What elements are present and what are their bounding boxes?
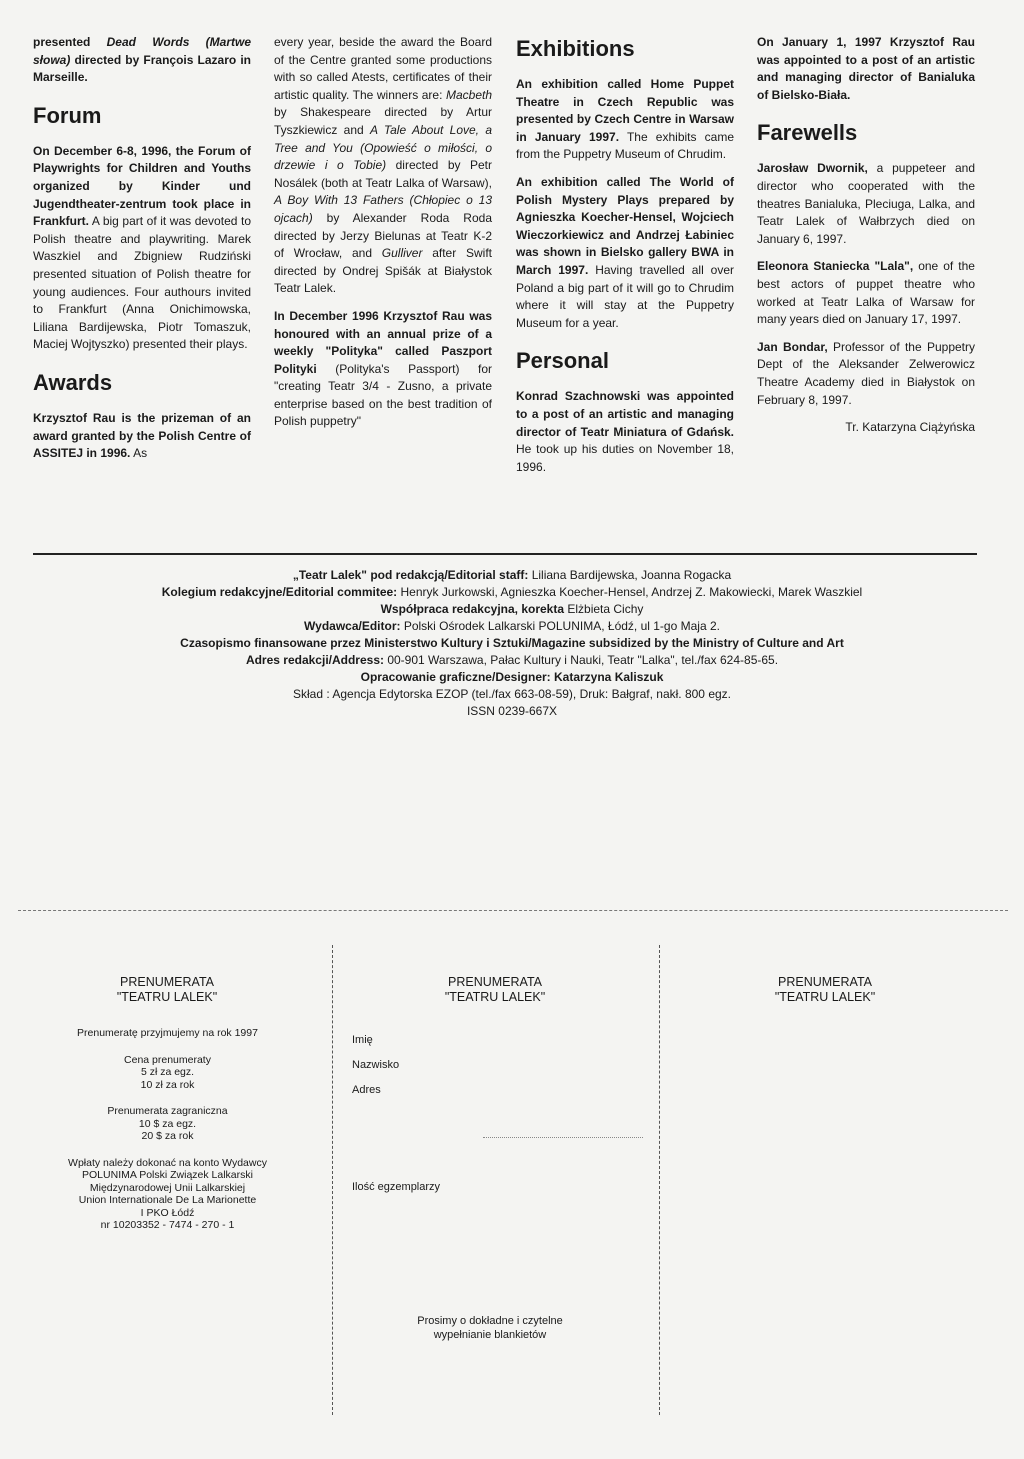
exhibition-2-paragraph: An exhibition called The World of Polish Mystery Plays prepared by Agnieszka Koecher-Hensel, Wojciech Wieczorkiewicz and Andrzej Łabiniec was shown in Bielsko gallery BWA in March 1997. Having travelled all over Poland a big part of it will go to Chrudim where it will stay at the Puppetry Museum for a year. (516, 174, 734, 330)
column-2 (274, 34, 492, 441)
awards-paragraph: Krzysztof Rau is the prizeman of an award granted by the Polish Centre of ASSITEJ in 1996. As (33, 410, 251, 461)
column-4 (757, 34, 975, 447)
farewell-1: Jarosław Dwornik, a puppeteer and director who cooperated with the theatres Banialuka, Pleciuga, Lalka, and Teatr Lalek of Wałbrzych died on January 6, 1997. (757, 161, 975, 246)
banialuka-paragraph: On January 1, 1997 Krzysztof Rau was appointed to a post of an artistic and managing director of Banialuka of Bielsko-Biała. (757, 35, 975, 102)
form-heading: PRENUMERATA "TEATRU LALEK" (116, 975, 218, 1004)
awards-heading: Awards (33, 369, 113, 395)
issn-line: ISSN 0239-667X (466, 704, 558, 718)
surname-field[interactable]: Nazwisko (352, 1059, 400, 1071)
staff-line: Adres redakcji/Address: 00-901 Warszawa, Pałac Kultury i Nauki, Teatr "Lalka", tel./fax 624-85-65. (245, 653, 779, 667)
foreign-subscription-price: Prenumerata zagraniczna 10 $ za egz. 20 $ za rok (107, 1105, 228, 1142)
translator-credit: Tr. Katarzyna Ciążyńska (845, 420, 975, 435)
payment-account: Wpłaty należy dokonać na konto Wydawcy POLUNIMA Polski Związek Lalkarski Międzynarodowej Unii Lalkarskiej Union Internationale De La Marionette I PKO Łódź nr 10203352 - 7474 - 270 - 1 (68, 1156, 267, 1231)
staff-line: Czasopismo finansowane przez Ministerstwo Kultury i Sztuki/Magazine subsidized by the Ministry of Culture and Art (180, 636, 844, 650)
address-line[interactable] (483, 1137, 643, 1138)
form-divider (332, 945, 333, 1415)
horizontal-rule (33, 553, 977, 555)
intro-paragraph: presented Dead Words (Martwe słowa) directed by François Lazaro in Marseille. (33, 35, 252, 85)
form-instructions: Prosimy o dokładne i czytelne wypełnianie blankietów (417, 1315, 563, 1341)
forum-heading: Forum (33, 102, 102, 128)
exhibition-1-paragraph: An exhibition called Home Puppet Theatre in Czech Republic was presented by Czech Centre in Warsaw in January 1997. The exhibits came from the Puppetry Museum of Chrudim. (516, 77, 734, 162)
staff-line: Skład : Agencja Edytorska EZOP (tel./fax 663-08-59), Druk: Bałgraf, nakł. 800 egz. (293, 687, 731, 701)
personal-paragraph: Konrad Szachnowski was appointed to a post of an artistic and managing director of Teatr Miniatura of Gdańsk. He took up his duties on November 18, 1996. (516, 389, 734, 474)
cut-line (18, 910, 1008, 911)
staff-line: Wydawca/Editor: Polski Ośrodek Lalkarski POLUNIMA, Łódź, ul 1-go Maja 2. (304, 619, 720, 633)
staff-line: „Teatr Lalek" pod redakcją/Editorial staff: Liliana Bardijewska, Joanna Rogacka (292, 568, 732, 582)
staff-line: Kolegium redakcyjne/Editorial commitee: Henryk Jurkowski, Agnieszka Koecher-Hensel, Andrzej Z. Makowiecki, Marek Waszkiel (161, 585, 863, 599)
personal-heading: Personal (516, 348, 609, 374)
first-name-field[interactable]: Imię (352, 1034, 373, 1046)
awards-continued-paragraph: every year, beside the award the Board of the Centre granted some productions with so called Atests, certificates of their artistic quality. The winners are: Macbeth by Shakespeare directed by Artur Tyszkiewicz and A Tale About Love, a Tree and You (Opowieść o miłości, o drzewie i o Tobie) directed by Petr Nosálek (both at Teatr Lalka of Warsaw), A Boy With 13 Fathers (Chłopiec o 13 ojcach) by Alexander Roda Roda directed by Jerzy Bielunas at Teatr K-2 of Wrocław, and Gulliver after Swift directed by Ondrej Spišák at Białystok Teatr Lalek. (274, 35, 493, 296)
subscription-year: Prenumeratę przyjmujemy na rok 1997 (77, 1027, 258, 1039)
forum-paragraph: On December 6-8, 1996, the Forum of Playwrights for Children and Youths organized by Kinder und Jugendtheater-zentrum took place in Frankfurt. A big part of it was devoted to Polish theatre and playwriting. Marek Waszkiel and Zbigniew Rudziński presented situation of Polish theatre for young audiences. Four authours invited to Frankfurt (Anna Onichimowska, Liliana Bardijewska, Piotr Tomaszuk, Maciej Wojtyszko) presented their plays. (33, 143, 251, 352)
column-1 (33, 34, 251, 473)
exhibitions-heading: Exhibitions (516, 36, 635, 61)
column-3 (516, 34, 734, 486)
subscription-info (40, 1027, 295, 1246)
staff-line: Opracowanie graficzne/Designer: Katarzyna Kaliszuk (360, 670, 664, 684)
form-heading: PRENUMERATA "TEATRU LALEK" (774, 975, 876, 1004)
editorial-staff-block (40, 567, 984, 720)
farewell-3: Jan Bondar, Professor of the Puppetry Dept of the Aleksander Zelwerowicz Theatre Academy died in Białystok on February 8, 1997. (757, 339, 976, 407)
form-heading: PRENUMERATA "TEATRU LALEK" (444, 975, 546, 1004)
staff-line: Współpraca redakcyjna, korekta Elżbieta Cichy (380, 602, 644, 616)
form-divider (659, 945, 660, 1415)
subscriber-fields (352, 1028, 399, 1103)
farewell-2: Eleonora Staniecka "Lala", one of the best actors of puppet theatre who worked at Teatr Lalka of Warsaw for many years died on January 17, 1997. (757, 259, 975, 327)
farewells-heading: Farewells (757, 120, 858, 146)
subscription-price: Cena prenumeraty 5 zł za egz. 10 zł za rok (124, 1053, 211, 1091)
polityka-paragraph: In December 1996 Krzysztof Rau was honoured with an annual prize of a weekly "Polityka" called Paszport Polityki (Polityka's Passport) for "creating Teatr 3/4 - Zusno, a private enterprise based on the best tradition of Polish puppetry" (274, 308, 492, 429)
address-field[interactable]: Adres (352, 1084, 381, 1096)
copies-field[interactable]: Ilość egzemplarzy (352, 1181, 441, 1193)
